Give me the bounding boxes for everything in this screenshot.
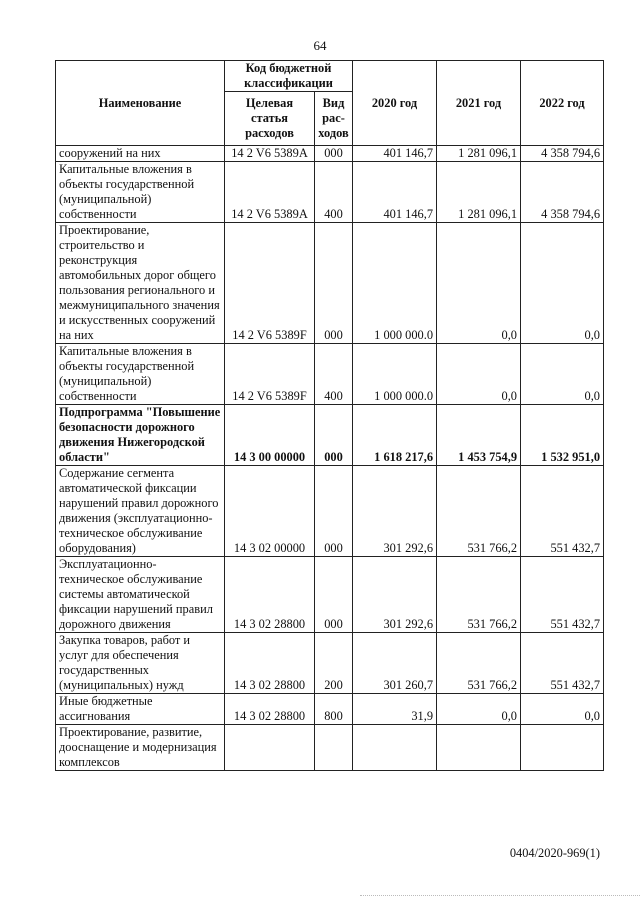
expense-type-cell: 400 (315, 162, 353, 223)
name-cell: Проектирование, развитие, дооснащение и модернизация комплексов (56, 725, 225, 771)
header-2021: 2021 год (437, 61, 521, 146)
target-code-cell: 14 2 V6 5389F (225, 223, 315, 344)
header-2020: 2020 год (353, 61, 437, 146)
header-type: Вид рас-ходов (315, 92, 353, 146)
budget-table (55, 60, 604, 771)
expense-type-cell: 000 (315, 405, 353, 466)
page-number: 64 (313, 38, 327, 53)
amount-2022-cell: 1 532 951,0 (521, 405, 604, 466)
name-cell: Проектирование, строительство и реконструкция автомобильных дорог общего пользования регионального и межмуниципального значения и искусственных сооружений на них (56, 223, 225, 344)
name-cell: Иные бюджетные ассигнования (56, 694, 225, 725)
name-cell: Содержание сегмента автоматической фиксации нарушений правил дорожного движения (эксплуатационно-техническое обслуживание оборудования) (56, 466, 225, 557)
amount-2021-cell: 531 766,2 (437, 633, 521, 694)
target-code-cell (225, 725, 315, 771)
name-cell: Закупка товаров, работ и услуг для обеспечения государственных (муниципальных) нужд (56, 633, 225, 694)
amount-2022-cell: 551 432,7 (521, 466, 604, 557)
amount-2022-cell: 0,0 (521, 344, 604, 405)
expense-type-cell: 000 (315, 146, 353, 162)
amount-2020-cell (353, 725, 437, 771)
target-code-cell: 14 2 V6 5389F (225, 344, 315, 405)
target-code-cell: 14 3 00 00000 (225, 405, 315, 466)
amount-2020-cell: 301 260,7 (353, 633, 437, 694)
expense-type-cell: 000 (315, 466, 353, 557)
target-code-cell: 14 3 02 28800 (225, 694, 315, 725)
table-row (56, 725, 604, 771)
table-row (56, 162, 604, 223)
amount-2021-cell: 531 766,2 (437, 466, 521, 557)
table-row (56, 557, 604, 633)
amount-2020-cell: 301 292,6 (353, 557, 437, 633)
amount-2020-cell: 401 146,7 (353, 162, 437, 223)
expense-type-cell: 200 (315, 633, 353, 694)
table-row (56, 405, 604, 466)
amount-2022-cell: 551 432,7 (521, 633, 604, 694)
target-code-cell: 14 2 V6 5389A (225, 146, 315, 162)
scan-edge-mark (360, 895, 640, 897)
header-2022: 2022 год (521, 61, 604, 146)
table-row (56, 344, 604, 405)
document-code: 0404/2020-969(1) (509, 846, 600, 860)
target-code-cell: 14 2 V6 5389A (225, 162, 315, 223)
name-cell: Эксплуатационно-техническое обслуживание системы автоматической фиксации нарушений правил дорожного движения (56, 557, 225, 633)
amount-2021-cell: 1 453 754,9 (437, 405, 521, 466)
amount-2020-cell: 401 146,7 (353, 146, 437, 162)
name-cell: Капитальные вложения в объекты государственной (муниципальной) собственности (56, 162, 225, 223)
amount-2021-cell: 1 281 096,1 (437, 146, 521, 162)
table-row (56, 633, 604, 694)
amount-2022-cell: 0,0 (521, 694, 604, 725)
header-target: Целевая статья расходов (225, 92, 315, 146)
amount-2021-cell: 0,0 (437, 223, 521, 344)
amount-2020-cell: 1 000 000.0 (353, 344, 437, 405)
name-cell: Подпрограмма "Повышение безопасности дорожного движения Нижегородской области" (56, 405, 225, 466)
amount-2022-cell: 4 358 794,6 (521, 162, 604, 223)
table-row (56, 466, 604, 557)
name-cell: Капитальные вложения в объекты государственной (муниципальной) собственности (56, 344, 225, 405)
amount-2022-cell: 551 432,7 (521, 557, 604, 633)
amount-2021-cell: 0,0 (437, 344, 521, 405)
expense-type-cell: 400 (315, 344, 353, 405)
amount-2020-cell: 301 292,6 (353, 466, 437, 557)
table-row (56, 146, 604, 162)
header-code-group: Код бюджетной классификации (225, 61, 353, 92)
amount-2022-cell (521, 725, 604, 771)
amount-2020-cell: 1 000 000.0 (353, 223, 437, 344)
amount-2021-cell: 1 281 096,1 (437, 162, 521, 223)
table-row (56, 223, 604, 344)
target-code-cell: 14 3 02 28800 (225, 557, 315, 633)
table-row (56, 694, 604, 725)
header-name: Наименование (56, 61, 225, 146)
target-code-cell: 14 3 02 00000 (225, 466, 315, 557)
expense-type-cell: 800 (315, 694, 353, 725)
expense-type-cell: 000 (315, 557, 353, 633)
expense-type-cell: 000 (315, 223, 353, 344)
expense-type-cell (315, 725, 353, 771)
table-header (56, 61, 604, 146)
amount-2021-cell: 0,0 (437, 694, 521, 725)
amount-2021-cell: 531 766,2 (437, 557, 521, 633)
amount-2022-cell: 4 358 794,6 (521, 146, 604, 162)
amount-2020-cell: 31,9 (353, 694, 437, 725)
amount-2020-cell: 1 618 217,6 (353, 405, 437, 466)
amount-2022-cell: 0,0 (521, 223, 604, 344)
table-body (56, 146, 604, 771)
target-code-cell: 14 3 02 28800 (225, 633, 315, 694)
name-cell: сооружений на них (56, 146, 225, 162)
amount-2021-cell (437, 725, 521, 771)
